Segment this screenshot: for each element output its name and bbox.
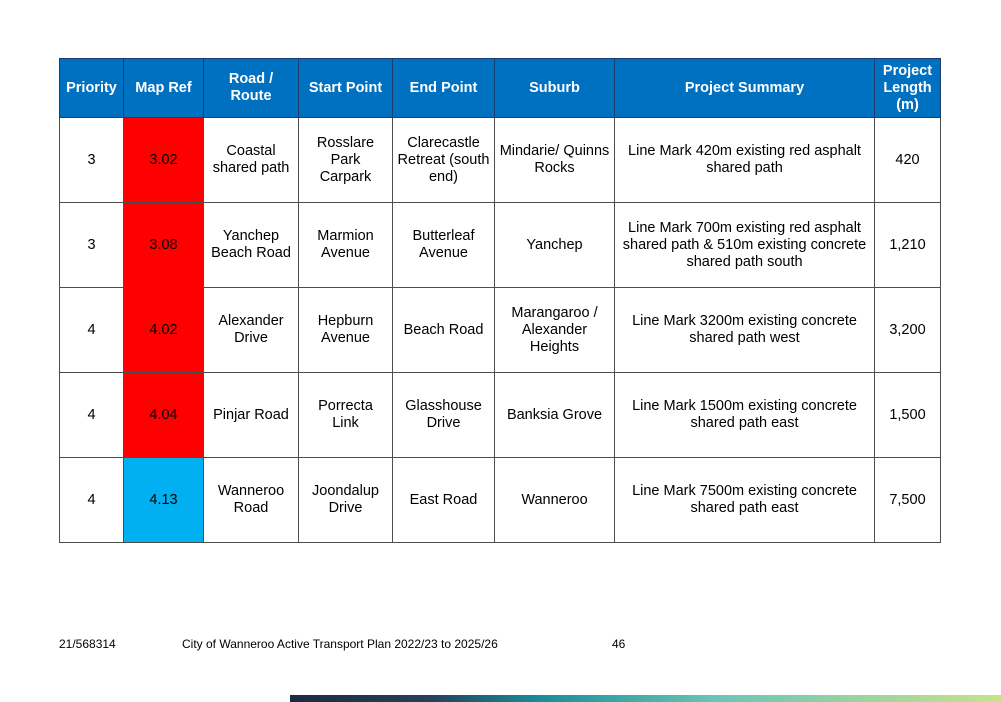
cell-suburb: Marangaroo / Alexander Heights xyxy=(495,288,615,373)
cell-suburb: Wanneroo xyxy=(495,458,615,543)
cell-end: East Road xyxy=(393,458,495,543)
header-priority: Priority xyxy=(60,59,124,118)
cell-priority: 4 xyxy=(60,373,124,458)
cell-road: Pinjar Road xyxy=(204,373,299,458)
project-table xyxy=(59,58,941,543)
header-project-summary: Project Summary xyxy=(615,59,875,118)
cell-road: Wanneroo Road xyxy=(204,458,299,543)
cell-end: Clarecastle Retreat (south end) xyxy=(393,118,495,203)
cell-start: Marmion Avenue xyxy=(299,203,393,288)
cell-priority: 4 xyxy=(60,288,124,373)
cell-summary: Line Mark 700m existing red asphalt shared path & 510m existing concrete shared path south xyxy=(615,203,875,288)
cell-priority: 3 xyxy=(60,118,124,203)
cell-length: 420 xyxy=(875,118,941,203)
table-row xyxy=(60,118,941,203)
header-map-ref: Map Ref xyxy=(124,59,204,118)
cell-length: 1,210 xyxy=(875,203,941,288)
header-road-route: Road / Route xyxy=(204,59,299,118)
header-suburb: Suburb xyxy=(495,59,615,118)
cell-start: Joondalup Drive xyxy=(299,458,393,543)
cell-length: 1,500 xyxy=(875,373,941,458)
cell-suburb: Banksia Grove xyxy=(495,373,615,458)
cell-suburb: Mindarie/ Quinns Rocks xyxy=(495,118,615,203)
cell-length: 7,500 xyxy=(875,458,941,543)
cell-summary: Line Mark 1500m existing concrete shared path east xyxy=(615,373,875,458)
cell-suburb: Yanchep xyxy=(495,203,615,288)
header-project-length: Project Length (m) xyxy=(875,59,941,118)
cell-end: Butterleaf Avenue xyxy=(393,203,495,288)
cell-map-ref: 4.04 xyxy=(124,373,204,458)
table-header-row xyxy=(60,59,941,118)
footer-color-band xyxy=(290,695,1001,702)
cell-summary: Line Mark 7500m existing concrete shared path east xyxy=(615,458,875,543)
footer-doc-number: 21/568314 xyxy=(59,637,116,651)
cell-start: Porrecta Link xyxy=(299,373,393,458)
footer-title: City of Wanneroo Active Transport Plan 2022/23 to 2025/26 xyxy=(182,637,498,651)
cell-map-ref: 4.13 xyxy=(124,458,204,543)
table-row xyxy=(60,288,941,373)
cell-end: Glasshouse Drive xyxy=(393,373,495,458)
cell-map-ref: 3.02 xyxy=(124,118,204,203)
cell-summary: Line Mark 3200m existing concrete shared path west xyxy=(615,288,875,373)
table-row xyxy=(60,203,941,288)
cell-map-ref: 4.02 xyxy=(124,288,204,373)
header-end-point: End Point xyxy=(393,59,495,118)
cell-road: Coastal shared path xyxy=(204,118,299,203)
cell-road: Yanchep Beach Road xyxy=(204,203,299,288)
cell-priority: 3 xyxy=(60,203,124,288)
cell-start: Hepburn Avenue xyxy=(299,288,393,373)
cell-summary: Line Mark 420m existing red asphalt shared path xyxy=(615,118,875,203)
cell-map-ref: 3.08 xyxy=(124,203,204,288)
footer-page-number: 46 xyxy=(612,637,626,651)
cell-end: Beach Road xyxy=(393,288,495,373)
cell-road: Alexander Drive xyxy=(204,288,299,373)
header-start-point: Start Point xyxy=(299,59,393,118)
cell-priority: 4 xyxy=(60,458,124,543)
table-row xyxy=(60,458,941,543)
cell-length: 3,200 xyxy=(875,288,941,373)
table-row xyxy=(60,373,941,458)
cell-start: Rosslare Park Carpark xyxy=(299,118,393,203)
